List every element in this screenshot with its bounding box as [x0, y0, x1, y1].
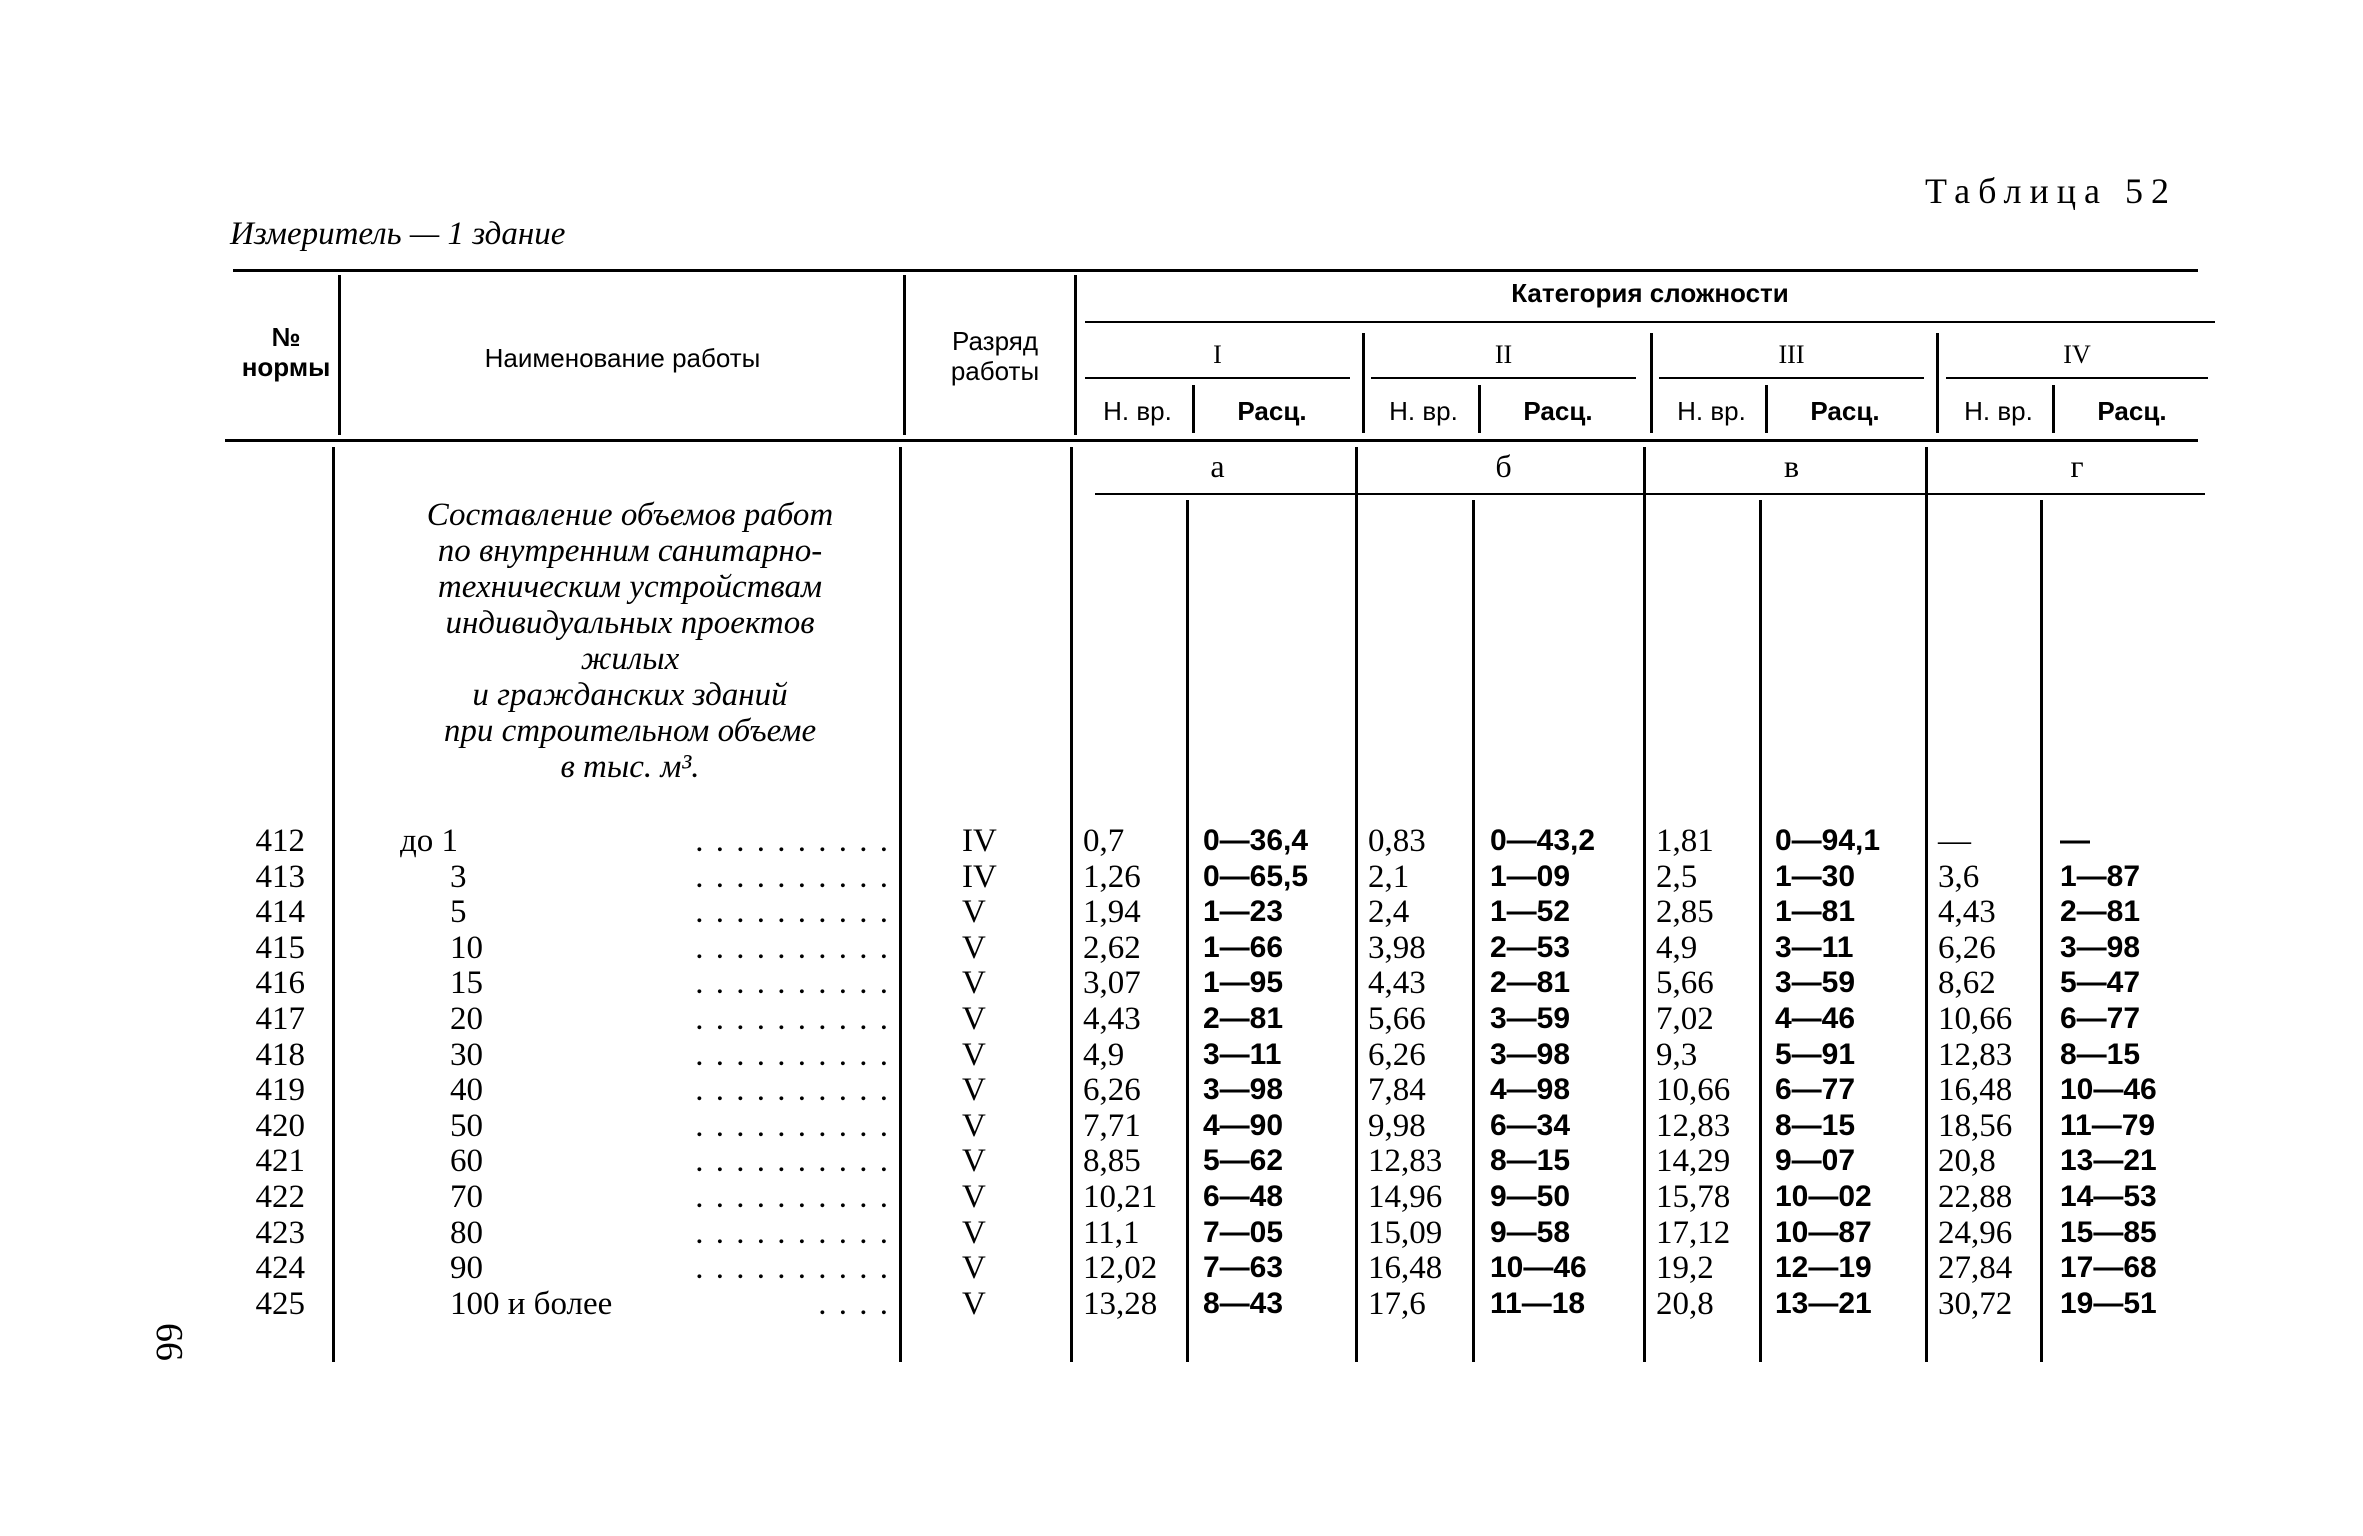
- letter-b: б: [1495, 448, 1512, 484]
- rate-value: 11—79: [2060, 1108, 2156, 1142]
- rate-value: 1—30: [1775, 859, 1856, 893]
- work-size: 30: [450, 1036, 483, 1073]
- norm-number: 421: [255, 1143, 305, 1180]
- header-rasc-3: Расц.: [1810, 396, 1880, 426]
- rate-value: 3—11: [1775, 930, 1854, 964]
- rate-value: 3—98: [1203, 1073, 1284, 1107]
- norm-number: 419: [255, 1072, 305, 1109]
- vrule-sub4: [2052, 385, 2055, 433]
- leader-dots: . . . . . . . . . .: [695, 1143, 890, 1180]
- leader-dots: . . . . . . . . . .: [695, 1072, 890, 1109]
- header-cat-4: IV: [2063, 340, 2091, 369]
- work-size: 3: [450, 858, 467, 895]
- time-norm: 18,56: [1938, 1107, 2013, 1144]
- leader-dots: . . . . . . . . . .: [695, 858, 890, 895]
- vrule-no-body: [332, 447, 335, 1362]
- vrule-cat2-body: [1355, 447, 1358, 1362]
- rate-value: 14—53: [2060, 1180, 2157, 1213]
- grade-value: V: [962, 929, 986, 966]
- grade-value: V: [962, 965, 986, 1002]
- rate-value: 10—46: [1490, 1251, 1587, 1285]
- rate-value: 19—51: [2060, 1286, 2157, 1320]
- header-cat-1: I: [1213, 340, 1222, 369]
- description-line: жилых: [580, 641, 680, 677]
- rate-value: 1—95: [1203, 966, 1284, 1000]
- header-rasc-2: Расц.: [1523, 396, 1593, 426]
- time-norm: 3,6: [1938, 858, 1980, 895]
- rate-value: 6—77: [1775, 1073, 1856, 1107]
- header-work-name: Наименование работы: [484, 343, 761, 373]
- leader-dots: . . . . . . . . . .: [695, 894, 890, 931]
- vrule-sub2-body: [1472, 500, 1475, 1362]
- time-norm: 4,43: [1368, 965, 1426, 1002]
- norm-number: 414: [255, 894, 305, 931]
- header-nvr-4: Н. вр.: [1964, 396, 2033, 426]
- norm-number: 418: [255, 1036, 305, 1073]
- grade-value: V: [962, 1285, 986, 1322]
- time-norm: 4,9: [1656, 929, 1698, 966]
- table-title: Таблица 52: [1925, 171, 2177, 211]
- norm-number: 424: [255, 1250, 305, 1287]
- rate-value: 1—66: [1203, 930, 1284, 964]
- letter-a: а: [1210, 448, 1225, 484]
- rate-value: 6—34: [1490, 1108, 1571, 1142]
- grade-value: V: [962, 1179, 986, 1215]
- time-norm: 12,83: [1368, 1143, 1443, 1180]
- rate-value: 15—85: [2060, 1215, 2157, 1249]
- rate-value: 3—11: [1203, 1037, 1282, 1071]
- rate-value: 4—46: [1775, 1002, 1856, 1035]
- work-size: 70: [450, 1179, 483, 1215]
- rate-value: 10—87: [1775, 1215, 1872, 1249]
- rate-value: 17—68: [2060, 1251, 2157, 1285]
- time-norm: 27,84: [1938, 1250, 2013, 1287]
- norm-number: 416: [255, 965, 305, 1002]
- rate-value: —: [2060, 824, 2090, 857]
- time-norm: 4,43: [1938, 894, 1996, 931]
- leader-dots: . . . . . . . . . .: [695, 1214, 890, 1251]
- time-norm: 19,2: [1656, 1250, 1714, 1287]
- time-norm: 14,29: [1656, 1143, 1731, 1180]
- rate-value: 1—52: [1490, 895, 1571, 929]
- time-norm: 6,26: [1938, 929, 1996, 966]
- time-norm: 3,98: [1368, 929, 1426, 966]
- letter-v: в: [1783, 448, 1800, 484]
- time-norm: 1,81: [1656, 823, 1714, 859]
- norm-number: 423: [255, 1214, 305, 1251]
- time-norm: 8,62: [1938, 965, 1996, 1002]
- time-norm: 6,26: [1083, 1072, 1141, 1109]
- work-size: 10: [450, 929, 483, 966]
- rate-value: 9—07: [1775, 1144, 1856, 1178]
- time-norm: 9,98: [1368, 1107, 1426, 1144]
- vrule-cat3: [1650, 333, 1653, 433]
- rate-value: 12—19: [1775, 1251, 1872, 1285]
- time-norm: 7,02: [1656, 1001, 1714, 1037]
- time-norm: 11,1: [1083, 1214, 1140, 1251]
- grade-value: V: [962, 1250, 986, 1287]
- rule-header-bottom: [225, 439, 2198, 442]
- rate-value: 10—46: [2060, 1073, 2157, 1107]
- grade-value: V: [962, 1214, 986, 1251]
- rate-value: 3—59: [1490, 1002, 1571, 1035]
- rate-value: 5—91: [1775, 1037, 1856, 1071]
- description-line: и гражданских зданий: [472, 677, 788, 713]
- time-norm: 0,7: [1083, 823, 1125, 859]
- rate-value: 0—43,2: [1490, 824, 1596, 857]
- rate-value: 5—47: [2060, 966, 2141, 1000]
- leader-dots: . . . .: [818, 1285, 890, 1322]
- header-rasc-4: Расц.: [2097, 396, 2167, 426]
- vrule-name: [903, 275, 906, 435]
- rule-cat-3: [1659, 377, 1924, 379]
- work-size: 90: [450, 1250, 483, 1287]
- description-line: индивидуальных проектов: [445, 605, 815, 641]
- time-norm: 1,94: [1083, 894, 1141, 931]
- rate-value: 2—81: [2060, 895, 2141, 929]
- time-norm: 20,8: [1656, 1285, 1714, 1322]
- time-norm: 12,02: [1083, 1250, 1158, 1287]
- norm-number: 420: [255, 1107, 305, 1144]
- rule-top: [233, 269, 2198, 272]
- time-norm: 17,12: [1656, 1214, 1731, 1251]
- description-line: Составление объемов работ: [426, 497, 834, 533]
- rate-value: 2—81: [1490, 966, 1571, 1000]
- work-size: 5: [450, 894, 467, 931]
- rate-value: 9—58: [1490, 1215, 1571, 1249]
- letter-g: г: [2070, 448, 2084, 484]
- vrule-sub3: [1765, 385, 1768, 433]
- time-norm: 10,21: [1083, 1179, 1158, 1215]
- header-nvr-1: Н. вр.: [1103, 396, 1172, 426]
- time-norm: 10,66: [1656, 1072, 1731, 1109]
- time-norm: 16,48: [1368, 1250, 1443, 1287]
- rate-value: 3—98: [1490, 1037, 1571, 1071]
- rate-value: 7—05: [1203, 1215, 1284, 1249]
- work-size: 60: [450, 1143, 483, 1180]
- rate-value: 8—15: [1775, 1108, 1856, 1142]
- work-size: 15: [450, 965, 483, 1002]
- work-size: 40: [450, 1072, 483, 1109]
- header-norm-no: № нормы: [241, 322, 331, 382]
- vrule-no: [338, 275, 341, 435]
- time-norm: 7,84: [1368, 1072, 1426, 1109]
- rate-value: 5—62: [1203, 1144, 1284, 1178]
- rate-value: 11—18: [1490, 1286, 1586, 1320]
- work-description: [350, 497, 910, 785]
- norm-number: 425: [255, 1285, 305, 1322]
- vrule-cat4: [1936, 333, 1939, 433]
- rate-value: 6—77: [2060, 1002, 2141, 1035]
- leader-dots: . . . . . . . . . .: [695, 1179, 890, 1215]
- leader-dots: . . . . . . . . . .: [695, 823, 890, 859]
- rate-value: 8—15: [2060, 1037, 2141, 1071]
- rule-complexity: [1085, 321, 2215, 323]
- description-line: при строительном объеме: [443, 713, 817, 749]
- grade-value: V: [962, 1107, 986, 1144]
- rate-value: 2—53: [1490, 930, 1571, 964]
- time-norm: 7,71: [1083, 1107, 1141, 1144]
- vrule-sub2: [1478, 385, 1481, 433]
- vrule-sub3-body: [1759, 500, 1762, 1362]
- time-norm: 1,26: [1083, 858, 1141, 895]
- rate-value: 4—98: [1490, 1073, 1571, 1107]
- rate-value: 3—98: [2060, 930, 2141, 964]
- norm-number: 412: [255, 823, 305, 859]
- time-norm: 2,1: [1368, 858, 1410, 895]
- rate-value: 6—48: [1203, 1180, 1284, 1213]
- norm-number: 415: [255, 929, 305, 966]
- rate-value: 1—09: [1490, 859, 1571, 893]
- rule-cat-2: [1371, 377, 1636, 379]
- time-norm: 20,8: [1938, 1143, 1996, 1180]
- vrule-sub1-body: [1186, 500, 1189, 1362]
- time-norm: 14,96: [1368, 1179, 1443, 1215]
- work-size: 20: [450, 1001, 483, 1037]
- work-size: 50: [450, 1107, 483, 1144]
- time-norm: 22,88: [1938, 1179, 2013, 1215]
- rate-value: 4—90: [1203, 1108, 1284, 1142]
- vrule-cat3-body: [1643, 447, 1646, 1362]
- norm-number: 422: [255, 1179, 305, 1215]
- time-norm: 6,26: [1368, 1036, 1426, 1073]
- vrule-grade-body: [1070, 447, 1073, 1362]
- header-grade: Разряд работы: [950, 326, 1040, 386]
- norm-number: 413: [255, 858, 305, 895]
- meter-label: Измеритель — 1 здание: [230, 216, 566, 252]
- time-norm: 17,6: [1368, 1285, 1426, 1322]
- header-nvr-2: Н. вр.: [1389, 396, 1458, 426]
- leader-dots: . . . . . . . . . .: [695, 929, 890, 966]
- rate-value: 0—36,4: [1203, 824, 1309, 857]
- vrule-cat2: [1362, 333, 1365, 433]
- time-norm: 2,4: [1368, 894, 1410, 931]
- header-rasc-1: Расц.: [1237, 396, 1307, 426]
- vrule-sub1: [1192, 385, 1195, 433]
- rate-value: 1—81: [1775, 895, 1856, 929]
- rate-value: 1—87: [2060, 859, 2141, 893]
- time-norm: 30,72: [1938, 1285, 2013, 1322]
- grade-value: V: [962, 1143, 986, 1180]
- header-complexity: Категория сложности: [1511, 278, 1789, 308]
- time-norm: 15,78: [1656, 1179, 1731, 1215]
- time-norm: 10,66: [1938, 1001, 2013, 1037]
- grade-value: V: [962, 1036, 986, 1073]
- grade-value: V: [962, 1001, 986, 1037]
- rule-letters: [1095, 493, 2205, 495]
- rate-value: 8—43: [1203, 1286, 1284, 1320]
- rule-cat-4: [1946, 377, 2208, 379]
- description-line: техническим устройствам: [437, 569, 823, 605]
- rate-value: 0—65,5: [1203, 859, 1309, 893]
- leader-dots: . . . . . . . . . .: [695, 1001, 890, 1037]
- header-nvr-3: Н. вр.: [1677, 396, 1746, 426]
- time-norm: 5,66: [1368, 1001, 1426, 1037]
- time-norm: 0,83: [1368, 823, 1426, 859]
- rate-value: 13—21: [2060, 1144, 2157, 1178]
- rate-value: 13—21: [1775, 1286, 1872, 1320]
- time-norm: 12,83: [1938, 1036, 2013, 1073]
- vrule-grade: [1074, 275, 1077, 435]
- time-norm: 24,96: [1938, 1214, 2013, 1251]
- time-norm: 5,66: [1656, 965, 1714, 1002]
- time-norm: 4,9: [1083, 1036, 1125, 1073]
- rate-value: 7—63: [1203, 1251, 1284, 1285]
- time-norm: —: [1938, 823, 1971, 859]
- time-norm: 4,43: [1083, 1001, 1141, 1037]
- time-norm: 13,28: [1083, 1285, 1158, 1322]
- time-norm: 2,62: [1083, 929, 1141, 966]
- leader-dots: . . . . . . . . . .: [695, 1107, 890, 1144]
- page-number: 66: [148, 1323, 190, 1361]
- vrule-sub4-body: [2040, 500, 2043, 1362]
- rate-value: 10—02: [1775, 1180, 1872, 1213]
- vrule-cat4-body: [1925, 447, 1928, 1362]
- time-norm: 16,48: [1938, 1072, 2013, 1109]
- norm-number: 417: [255, 1001, 305, 1037]
- time-norm: 12,83: [1656, 1107, 1731, 1144]
- time-norm: 8,85: [1083, 1143, 1141, 1180]
- work-size: до 1: [400, 823, 459, 859]
- grade-value: IV: [962, 858, 997, 895]
- rule-cat-1: [1085, 377, 1350, 379]
- rate-value: 1—23: [1203, 895, 1284, 929]
- rate-value: 2—81: [1203, 1002, 1284, 1035]
- description-line: в тыс. м³.: [560, 749, 700, 785]
- header-cat-3: III: [1778, 340, 1805, 369]
- header-cat-2: II: [1494, 340, 1513, 369]
- work-size: 80: [450, 1214, 483, 1251]
- rate-value: 0—94,1: [1775, 824, 1881, 857]
- leader-dots: . . . . . . . . . .: [695, 965, 890, 1002]
- time-norm: 9,3: [1656, 1036, 1698, 1073]
- rate-value: 3—59: [1775, 966, 1856, 1000]
- time-norm: 15,09: [1368, 1214, 1443, 1251]
- work-size: 100 и более: [450, 1285, 613, 1322]
- leader-dots: . . . . . . . . . .: [695, 1250, 890, 1287]
- grade-value: V: [962, 894, 986, 931]
- time-norm: 3,07: [1083, 965, 1141, 1002]
- time-norm: 2,85: [1656, 894, 1714, 931]
- rate-value: 9—50: [1490, 1180, 1571, 1213]
- description-line: по внутренним санитарно-: [437, 533, 823, 569]
- rate-value: 8—15: [1490, 1144, 1571, 1178]
- grade-value: IV: [962, 823, 997, 859]
- grade-value: V: [962, 1072, 986, 1109]
- time-norm: 2,5: [1656, 858, 1698, 895]
- leader-dots: . . . . . . . . . .: [695, 1036, 890, 1073]
